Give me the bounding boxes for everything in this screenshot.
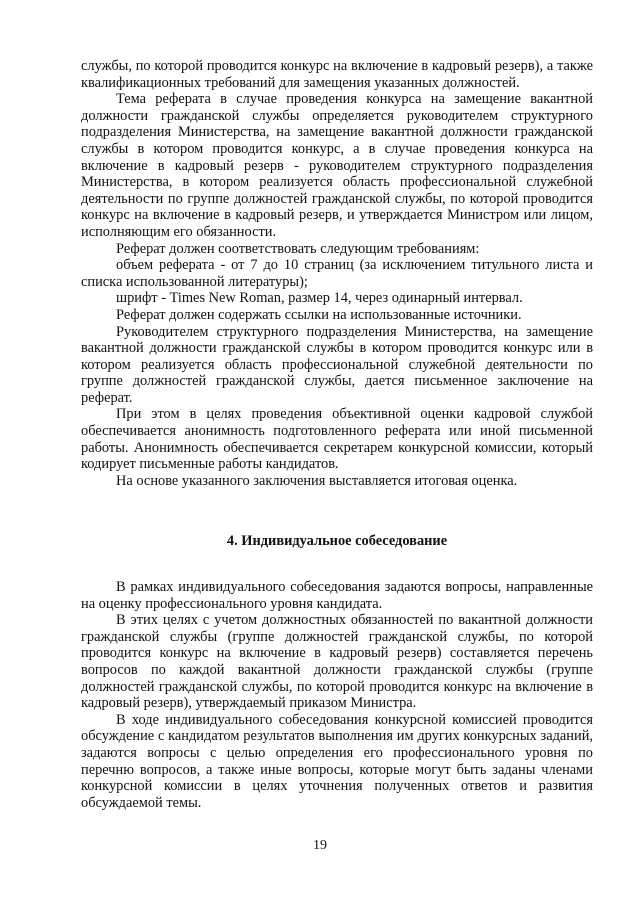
paragraph: В рамках индивидуального собеседования задаются вопросы, направленные на оценку профессионального уровня кандидата.: [81, 579, 593, 612]
paragraph: шрифт - Times New Roman, размер 14, через одинарный интервал.: [116, 290, 523, 307]
paragraph: Реферат должен соответствовать следующим требованиям:: [116, 240, 480, 257]
paragraph: На основе указанного заключения выставляется итоговая оценка.: [116, 472, 518, 489]
body-text-after: [81, 579, 593, 811]
paragraph: службы, по которой проводится конкурс на включение в кадровый резерв), а также квалификационных требований для замещения указанных должностей.: [81, 58, 593, 91]
paragraph: В ходе индивидуального собеседования конкурсной комиссией проводится обсуждение с кандидатом результатов выполнения им других конкурсных заданий, задаются вопросы с целью определения его профессионального уровня по перечню вопросов, а также иные вопросы, которые могут быть заданы членами конкурсной комиссии в целях уточнения полученных ответов и развития обсуждаемой темы.: [81, 711, 593, 811]
paragraph: Реферат должен содержать ссылки на использованные источники.: [116, 306, 522, 323]
paragraph: Тема реферата в случае проведения конкурса на замещение вакантной должности гражданской службы определяется руководителем структурного подразделения Министерства, на замещение вакантной должности гражданской службы в котором проводится конкурс, а в случае проведения конкурса на включение в кадровый резерв - руководителем структурного подразделения Министерства, в котором реализуется область профессиональной служебной деятельности по группе должностей гражданской службы, по которой проводится конкурс на включение в кадровый резерв, и утверждается Министром или лицом, исполняющим его обязанности.: [81, 91, 593, 240]
page-number: 19: [313, 838, 327, 853]
section-heading: 4. Индивидуальное собеседование: [226, 533, 448, 550]
paragraph: При этом в целях проведения объективной оценки кадровой службой обеспечивается анонимность подготовленного реферата или иной письменной работы. Анонимность обеспечивается секретарем конкурсной комиссии, который кодирует письменные работы кандидатов.: [81, 406, 593, 473]
body-text-before: [81, 58, 593, 489]
paragraph: Руководителем структурного подразделения Министерства, на замещение вакантной должности гражданской службы в котором проводится конкурс или в котором реализуется область профессиональной служебной деятельности по группе должностей гражданской службы, дается письменное заключение на реферат.: [81, 323, 593, 406]
paragraph: объем реферата - от 7 до 10 страниц (за исключением титульного листа и списка использованной литературы);: [81, 257, 593, 290]
paragraph: В этих целях с учетом должностных обязанностей по вакантной должности гражданской службы (группе должностей гражданской службы, по которой проводится конкурс на включение в кадровый резерв) составляется перечень вопросов по каждой вакантной должности гражданской службы (группе должностей гражданской службы, по которой проводится конкурс на включение в кадровый резерв), утверждаемый приказом Министра.: [81, 612, 593, 712]
